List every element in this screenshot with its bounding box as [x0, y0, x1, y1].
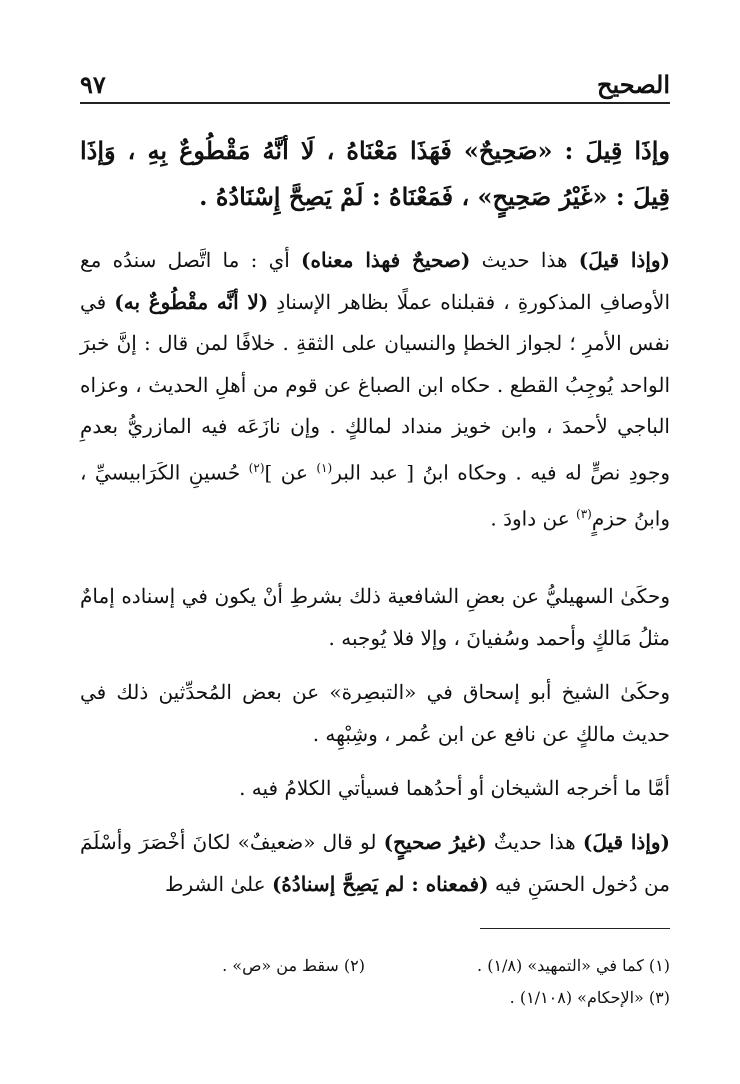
footnote-marker: (٣)	[576, 506, 592, 521]
running-header	[80, 70, 670, 106]
bold-phrase: (وإذا قيلَ)	[578, 248, 671, 272]
commentary-paragraph-2: وحكَىٰ السهيليُّ عن بعضِ الشافعية ذلك بشرطِ أنْ يكون في إسناده إمامٌ مثلُ مَالكٍ وأحمد وسُفيانَ ، وإلا فلا يُوجبه .	[80, 584, 670, 650]
paragraph-text: عن داودَ .	[490, 506, 577, 531]
bold-phrase: (وإذا قيلَ)	[582, 830, 670, 854]
footnote-marker: (٢)	[248, 460, 265, 475]
page-number: ٩٧	[80, 70, 106, 99]
footnote-3: (٣) «الإحكام» (١/١٠٨) .	[509, 988, 670, 1007]
bold-phrase: (صحيحٌ فهذا معناه)	[301, 248, 471, 272]
footnote-marker: (١)	[316, 460, 333, 475]
running-title: الصحيح	[596, 70, 670, 99]
commentary-paragraph-5	[80, 822, 670, 905]
paragraph-text: أي : ما اتَّصل سندُه مع الأوصافِ المذكورةِ ، فقبلناه عملًا بظاهر الإسنادِ	[80, 248, 670, 314]
paragraph-text: في نفس الأمرِ ؛ لجواز الخطإ والنسيان على الثقةِ . خلافًا لمن قال : إنَّ خبرَ الواحد يُوجِبُ القطع . حكاه ابن الصباغ عن قوم من أهلِ الحديث ، وعزاه الباجي لأحمدَ ، وابن خويز منداد لمالكٍ . وإن نازَعَه فيه المازريُّ بعدمِ وجودِ نصٍّ له فيه . وحكاه ابنُ [ عبد البر	[80, 289, 670, 485]
matn-text: وإذَا قِيلَ : «صَحِيحٌ» فَهَذَا مَعْنَاهُ ، لَا أنَّهُ مَقْطُوعٌ بِهِ ، وَإذَا قِيلَ : «غَيْرُ صَحِيحٍ» ، فَمَعْنَاهُ : لَمْ يَصِحَّ إِسْنَادُهُ .	[80, 136, 670, 211]
paragraph-text: حُسينِ الكَرَابيسيِّ ، وابنُ حزمٍ	[80, 460, 670, 531]
header-rule	[80, 102, 670, 104]
commentary-paragraph-4: أمَّا ما أخرجه الشيخان أو أحدُهما فسيأتي الكلامُ فيه .	[239, 776, 670, 800]
footnote-1: (١) كما في «التمهيد» (١/٨) .	[477, 956, 670, 975]
bold-phrase: (فمعناه : لم يَصِحَّ إسنادُهُ)	[271, 871, 489, 896]
bold-phrase: (غيرُ صحيحٍ)	[383, 830, 487, 854]
commentary-paragraph-1	[80, 240, 670, 540]
paragraph-text: لو قال «ضعيفٌ» لكانَ أخْصَرَ وأسْلَمَ من دُخول الحسَنِ فيه	[80, 830, 670, 896]
commentary-paragraph-3: وحكَىٰ الشيخ أبو إسحاق في «التبصِرة» عن بعض المُحدِّثين ذلك في حديث مالكٍ عن نافع عن ابن عُمر ، وشِبْهِه .	[80, 680, 670, 746]
bold-phrase: (لا أنَّه مقْطُوعٌ به)	[114, 289, 269, 314]
paragraph-text: عن ]	[264, 460, 317, 485]
paragraph-text: هذا حديث	[470, 248, 579, 272]
footnote-2: (٢) سقط من «ص» .	[222, 956, 365, 975]
paragraph-text: علىٰ الشرط	[164, 871, 272, 896]
footnote-rule	[480, 928, 670, 929]
paragraph-text: هذا حديثٌ	[486, 830, 583, 854]
